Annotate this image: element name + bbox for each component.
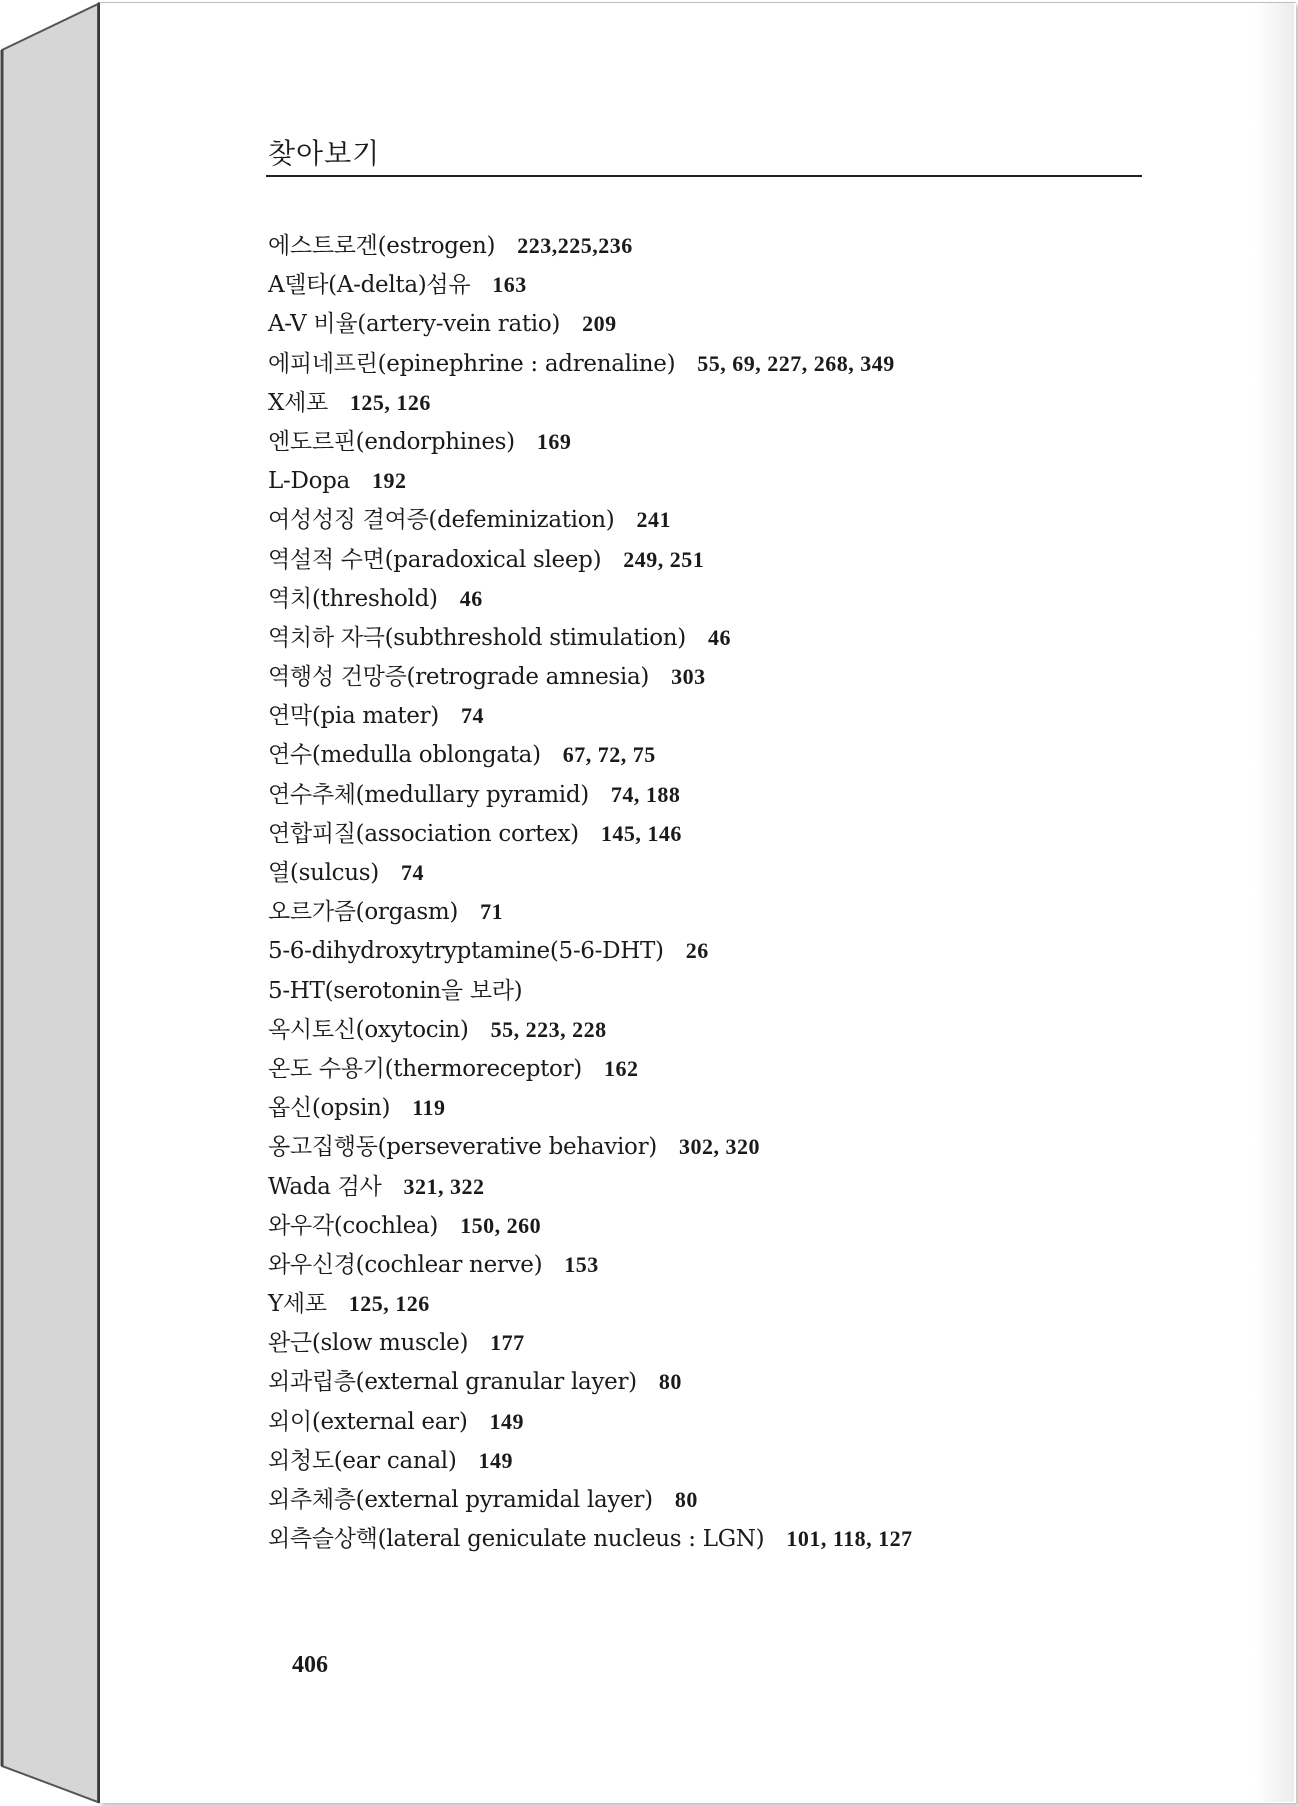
index-entry bbox=[268, 1127, 913, 1166]
index-page-refs: 80 bbox=[658, 1369, 682, 1395]
index-entry bbox=[268, 735, 913, 774]
index-page-refs: 241 bbox=[636, 507, 671, 533]
index-page-refs: 67, 72, 75 bbox=[562, 742, 656, 768]
index-term: 에스트로겐(estrogen) bbox=[268, 233, 496, 259]
index-page-refs: 249, 251 bbox=[623, 546, 705, 572]
index-entry bbox=[268, 1519, 913, 1558]
index-page-refs: 209 bbox=[582, 311, 617, 337]
index-term: 연수추체(medullary pyramid) bbox=[268, 781, 589, 808]
index-entry bbox=[268, 461, 913, 500]
index-term: 와우신경(cochlear nerve) bbox=[268, 1251, 543, 1278]
index-entry bbox=[268, 1402, 913, 1441]
book-spine-edge bbox=[0, 0, 100, 1806]
index-page-refs: 145, 146 bbox=[600, 820, 682, 846]
index-page-refs: 119 bbox=[412, 1095, 446, 1121]
index-page-refs: 46 bbox=[459, 585, 483, 611]
index-entry bbox=[268, 814, 913, 853]
index-entry bbox=[268, 422, 913, 461]
index-term: 연막(pia mater) bbox=[268, 703, 439, 730]
index-term: 외측슬상핵(lateral geniculate nucleus : LGN) bbox=[268, 1526, 765, 1553]
index-term: 연합피질(association cortex) bbox=[268, 820, 579, 847]
index-page-refs: 55, 223, 228 bbox=[490, 1016, 607, 1042]
index-page-refs: 26 bbox=[685, 938, 709, 964]
index-entry bbox=[268, 1167, 913, 1206]
index-term: 외과립층(external granular layer) bbox=[268, 1369, 637, 1396]
index-entry bbox=[268, 618, 913, 657]
index-term: 에피네프린(epinephrine : adrenaline) bbox=[268, 350, 676, 377]
index-entry bbox=[268, 265, 913, 304]
index-page-refs: 149 bbox=[478, 1447, 514, 1473]
index-page-refs: 153 bbox=[564, 1251, 599, 1277]
index-entry bbox=[268, 1480, 913, 1519]
index-term: 옹고집행동(perseverative behavior) bbox=[268, 1134, 657, 1161]
index-entry bbox=[268, 344, 913, 383]
index-term: 와우각(cochlea) bbox=[268, 1212, 439, 1239]
index-entry bbox=[268, 657, 913, 696]
index-term: X세포 bbox=[268, 389, 328, 416]
page-number: 406 bbox=[292, 1652, 328, 1678]
index-term: 역행성 건망증(retrograde amnesia) bbox=[268, 664, 650, 691]
index-page-refs: 163 bbox=[492, 272, 527, 298]
index-entry bbox=[268, 1088, 913, 1127]
header-rule bbox=[266, 175, 1142, 177]
index-entry-list bbox=[268, 226, 913, 1558]
index-term: 5-HT(serotonin을 보라) bbox=[268, 977, 523, 1004]
index-term: 오르가즘(orgasm) bbox=[268, 899, 459, 926]
index-term: 온도 수용기(thermoreceptor) bbox=[268, 1055, 582, 1082]
index-page-refs: 125, 126 bbox=[349, 389, 431, 415]
index-entry bbox=[268, 1206, 913, 1245]
index-term: 열(sulcus) bbox=[268, 860, 379, 886]
index-page-refs: 46 bbox=[707, 624, 731, 650]
index-page-refs: 71 bbox=[480, 899, 504, 925]
index-term: 역설적 수면(paradoxical sleep) bbox=[268, 546, 602, 573]
index-page-refs: 321, 322 bbox=[403, 1173, 485, 1199]
index-term: Y세포 bbox=[268, 1291, 327, 1318]
index-term: 연수(medulla oblongata) bbox=[268, 742, 541, 769]
index-term: 옥시토신(oxytocin) bbox=[268, 1016, 469, 1043]
index-entry bbox=[268, 1010, 913, 1049]
index-entry bbox=[268, 1441, 913, 1480]
index-page-refs: 192 bbox=[371, 468, 407, 494]
index-page-refs: 101, 118, 127 bbox=[786, 1526, 913, 1552]
index-term: A-V 비율(artery-vein ratio) bbox=[268, 311, 561, 338]
index-entry bbox=[268, 540, 913, 579]
index-page-refs: 162 bbox=[603, 1055, 639, 1081]
page-header-title: 찾아보기 bbox=[268, 137, 381, 170]
index-term: 외이(external ear) bbox=[268, 1408, 468, 1435]
index-entry bbox=[268, 853, 913, 892]
index-term: 5-6-dihydroxytryptamine(5-6-DHT) bbox=[268, 938, 664, 965]
index-page-refs: 169 bbox=[536, 428, 572, 454]
index-term: 여성성징 결여증(defeminization) bbox=[268, 507, 615, 534]
index-entry bbox=[268, 500, 913, 539]
index-page-refs: 150, 260 bbox=[460, 1212, 542, 1238]
index-page-refs: 149 bbox=[489, 1408, 525, 1434]
index-entry bbox=[268, 1284, 913, 1323]
index-term: 외청도(ear canal) bbox=[268, 1447, 457, 1474]
index-term: Wada 검사 bbox=[268, 1173, 382, 1200]
index-entry bbox=[268, 931, 913, 970]
index-page-refs: 74 bbox=[400, 860, 424, 885]
index-term: 옵신(opsin) bbox=[268, 1095, 391, 1122]
index-entry bbox=[268, 226, 913, 265]
index-entry bbox=[268, 696, 913, 735]
index-page-refs: 302, 320 bbox=[678, 1134, 760, 1160]
index-entry bbox=[268, 775, 913, 814]
index-entry bbox=[268, 1362, 913, 1401]
index-entry bbox=[268, 579, 913, 618]
index-term: 역치하 자극(subthreshold stimulation) bbox=[268, 624, 686, 651]
index-entry bbox=[268, 304, 913, 343]
index-term: A델타(A-delta)섬유 bbox=[268, 272, 471, 299]
index-page-refs: 223,225,236 bbox=[517, 233, 633, 258]
index-term: 완근(slow muscle) bbox=[268, 1330, 469, 1357]
index-page-refs: 74 bbox=[460, 703, 484, 729]
index-page-refs: 125, 126 bbox=[348, 1291, 430, 1317]
index-term: 엔도르핀(endorphines) bbox=[268, 428, 515, 455]
index-page-refs: 303 bbox=[671, 664, 706, 690]
index-entry bbox=[268, 1049, 913, 1088]
index-page-refs: 80 bbox=[674, 1487, 698, 1512]
index-page-refs: 55, 69, 227, 268, 349 bbox=[697, 350, 895, 376]
index-entry bbox=[268, 1323, 913, 1362]
index-page-refs: 74, 188 bbox=[610, 781, 681, 807]
index-term: 역치(threshold) bbox=[268, 585, 438, 612]
index-entry bbox=[268, 383, 913, 422]
index-entry bbox=[268, 971, 913, 1010]
index-page-refs: 177 bbox=[490, 1330, 525, 1356]
index-entry bbox=[268, 892, 913, 931]
index-term: L-Dopa bbox=[268, 468, 350, 495]
index-term: 외추체층(external pyramidal layer) bbox=[268, 1487, 653, 1513]
index-entry bbox=[268, 1245, 913, 1284]
